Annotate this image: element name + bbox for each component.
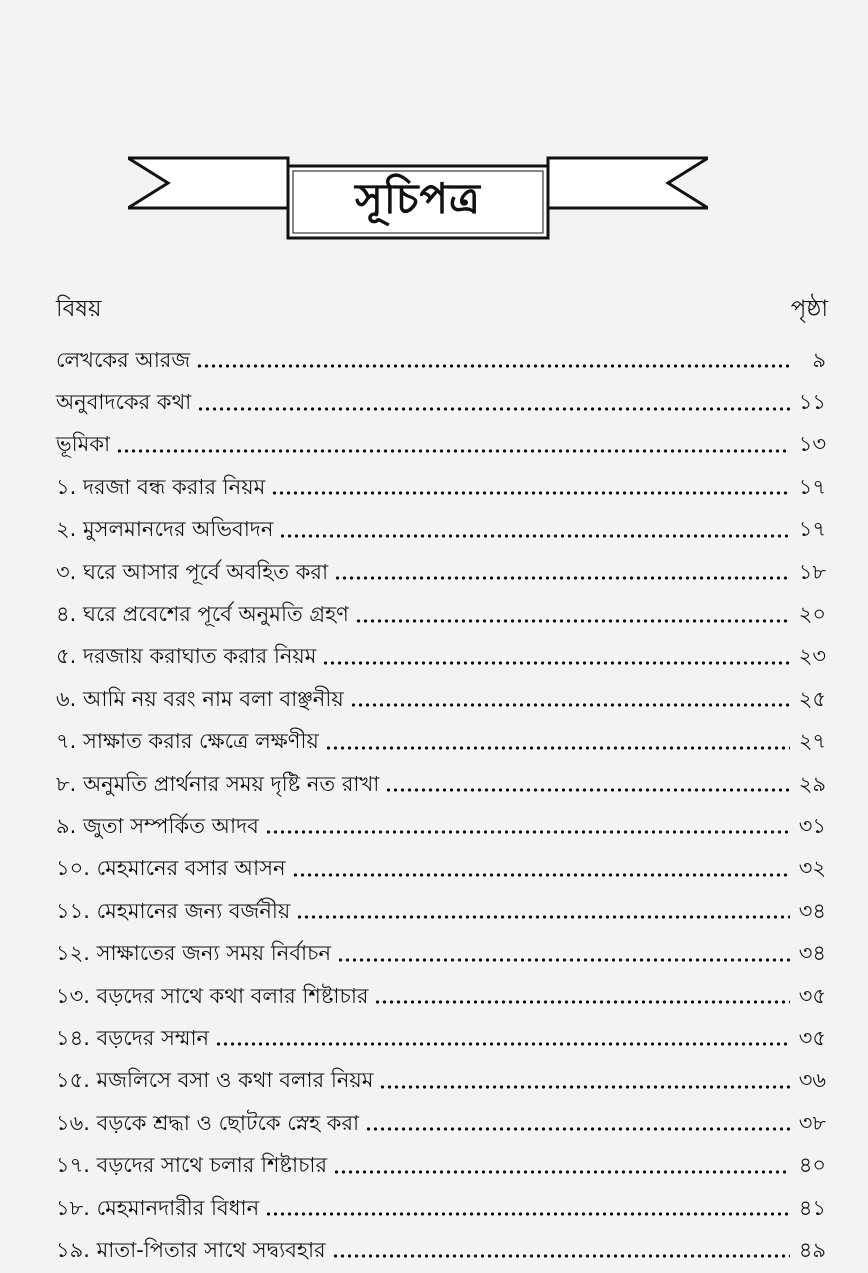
toc-entry	[56, 1145, 826, 1187]
dot-leader	[350, 701, 790, 709]
column-header	[56, 290, 828, 329]
toc-entry	[56, 764, 826, 806]
dot-leader	[379, 1083, 790, 1091]
toc-entry-page: ২০	[798, 602, 826, 627]
toc-entry-title: ৯. জুতা সম্পর্কিত আদব	[56, 813, 259, 838]
toc-entry-page: ৩১	[798, 813, 826, 838]
toc-entry-title: ১. দরজা বন্ধ করার নিয়ম	[56, 474, 266, 499]
dot-leader	[334, 574, 790, 582]
toc-entry	[56, 1188, 826, 1230]
toc-entry-title: ৩. ঘরে আসার পূর্বে অবহিত করা	[56, 559, 329, 584]
toc-entry-title: ১৭. বড়দের সাথে চলার শিষ্টাচার	[56, 1153, 328, 1178]
toc-entry-title: ১১. মেহমানের জন্য বর্জনীয়	[56, 898, 291, 923]
toc-entry-page: ৩৪	[798, 898, 826, 923]
toc-entry-page: ৩৫	[798, 1025, 826, 1050]
toc-entry-page: ৩৮	[798, 1110, 826, 1135]
toc-entry-title: ৫. দরজায় করাঘাত করার নিয়ম	[56, 644, 317, 669]
toc-entry	[56, 552, 826, 594]
toc-entry-title: ৬. আমি নয় বরং নাম বলা বাঞ্ছনীয়	[56, 686, 344, 711]
dot-leader	[374, 998, 790, 1006]
toc-entry-title: ১২. সাক্ষাতের জন্য সময় নির্বাচন	[56, 941, 331, 966]
dot-leader	[365, 1125, 790, 1133]
toc-entry-page: ৪৯	[798, 1237, 826, 1262]
toc-entry-page: ১৭	[798, 517, 826, 542]
toc-entry	[56, 891, 826, 933]
dot-leader	[292, 871, 790, 879]
toc-entry	[56, 849, 826, 891]
toc-entry-title: ১৩. বড়দের সাথে কথা বলার শিষ্টাচার	[56, 983, 369, 1008]
page-title: সূচিপত্র	[355, 173, 481, 223]
toc-entry-title: ১৬. বড়কে শ্রদ্ধা ও ছোটকে স্নেহ করা	[56, 1110, 360, 1135]
dot-leader	[322, 659, 790, 667]
dot-leader	[325, 744, 790, 752]
toc-entry-title: ৭. সাক্ষাত করার ক্ষেত্রে লক্ষণীয়	[56, 729, 319, 754]
toc-entry-page: ১৩	[798, 432, 826, 457]
toc-entry-title: অনুবাদকের কথা	[56, 390, 192, 415]
toc-entry-page: ৯	[812, 347, 826, 372]
dot-leader	[355, 617, 790, 625]
toc-entry-title: ১৫. মজলিসে বসা ও কথা বলার নিয়ম	[56, 1068, 374, 1093]
toc-list	[56, 340, 826, 1273]
toc-entry-title: ১৯. মাতা-পিতার সাথে সদ্ব্যবহার	[56, 1237, 326, 1262]
dot-leader	[215, 1040, 790, 1048]
dot-leader	[279, 532, 790, 540]
toc-entry-title: ৮. অনুমতি প্রার্থনার সময় দৃষ্টি নত রাখা	[56, 771, 380, 796]
toc-entry-page: ৪০	[798, 1153, 826, 1178]
toc-entry	[56, 510, 826, 552]
toc-entry-page: ৪১	[798, 1195, 826, 1220]
dot-leader	[265, 828, 790, 836]
toc-entry	[56, 976, 826, 1018]
toc-entry	[56, 425, 826, 467]
toc-entry	[56, 382, 826, 424]
title-banner	[128, 148, 708, 258]
toc-entry	[56, 1230, 826, 1272]
toc-entry	[56, 1018, 826, 1060]
toc-entry-title: ৪. ঘরে প্রবেশের পূর্বে অনুমতি গ্রহণ	[56, 602, 349, 627]
toc-entry-page: ১১	[798, 390, 826, 415]
toc-entry-page: ৩৫	[798, 983, 826, 1008]
dot-leader	[197, 405, 790, 413]
toc-entry-page: ২৯	[798, 771, 826, 796]
toc-entry	[56, 679, 826, 721]
dot-leader	[196, 362, 790, 370]
toc-entry	[56, 467, 826, 509]
dot-leader	[265, 1210, 790, 1218]
toc-entry	[56, 722, 826, 764]
toc-entry-page: ২৫	[798, 686, 826, 711]
dot-leader	[271, 489, 790, 497]
toc-entry-page: ২৩	[798, 644, 826, 669]
toc-entry-title: ১৮. মেহমানদারীর বিধান	[56, 1195, 260, 1220]
toc-entry-title: ভূমিকা	[56, 432, 111, 457]
toc-entry-page: ১৮	[798, 559, 826, 584]
toc-entry-page: ২৭	[798, 729, 826, 754]
dot-leader	[332, 1252, 790, 1260]
page-column-label: পৃষ্ঠা	[790, 296, 828, 322]
toc-entry-title: লেখকের আরজ	[56, 347, 191, 372]
toc-entry-title: ২. মুসলমানদের অভিবাদন	[56, 517, 274, 542]
toc-entry	[56, 933, 826, 975]
toc-entry-title: ১০. মেহমানের বসার আসন	[56, 856, 286, 881]
dot-leader	[296, 913, 790, 921]
subject-column-label: বিষয়	[56, 296, 102, 322]
dot-leader	[333, 1168, 790, 1176]
toc-entry	[56, 1061, 826, 1103]
toc-entry	[56, 340, 826, 382]
dot-leader	[385, 786, 790, 794]
toc-entry	[56, 637, 826, 679]
toc-entry-page: ১৭	[798, 474, 826, 499]
toc-entry	[56, 806, 826, 848]
toc-entry	[56, 594, 826, 636]
toc-entry-page: ৩২	[798, 856, 826, 881]
dot-leader	[337, 956, 790, 964]
toc-entry-page: ৩৪	[798, 941, 826, 966]
dot-leader	[116, 447, 790, 455]
toc-entry	[56, 1103, 826, 1145]
toc-entry-page: ৩৬	[798, 1068, 826, 1093]
toc-entry-title: ১৪. বড়দের সম্মান	[56, 1025, 210, 1050]
